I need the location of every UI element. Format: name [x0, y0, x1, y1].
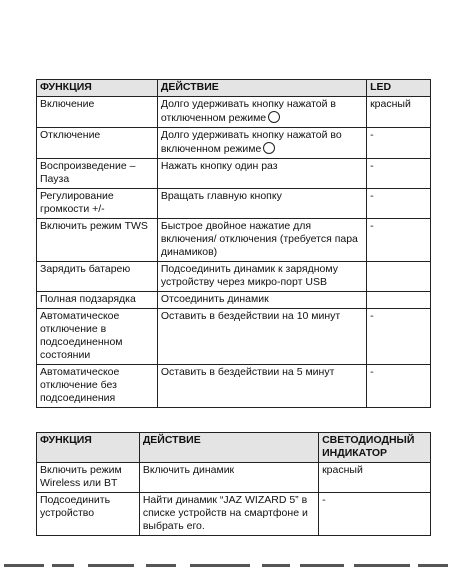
table-row: [37, 365, 431, 408]
function-cell: Воспроизведение – Пауза: [37, 159, 158, 189]
function-cell: Полная подзарядка: [37, 292, 158, 309]
led-cell: [367, 292, 431, 309]
action-cell: Оставить в бездействии на 10 минут: [157, 309, 366, 365]
function-cell: Отключение: [37, 128, 158, 159]
table-row: [37, 463, 431, 493]
header-function: ФУНКЦИЯ: [37, 433, 140, 463]
action-cell: Подсоединить динамик к зарядному устройству через микро-порт USB: [157, 262, 366, 292]
action-cell: Включить динамик: [139, 463, 318, 493]
cut-off-text-line: [0, 562, 455, 568]
table-row: [37, 159, 431, 189]
action-cell: Нажать кнопку один раз: [157, 159, 366, 189]
function-cell: Включить режим TWS: [37, 219, 158, 262]
header-function: ФУНКЦИЯ: [37, 80, 158, 97]
header-led: LED: [367, 80, 431, 97]
wireless-table: [36, 432, 431, 536]
action-cell: Быстрое двойное нажатие для включения/ отключения (требуется пара динамиков): [157, 219, 366, 262]
action-cell: Вращать главную кнопку: [157, 189, 366, 219]
function-cell: Автоматическое отключение в подсоединенном состоянии: [37, 309, 158, 365]
function-cell: Автоматическое отключение без подсоединения: [37, 365, 158, 408]
led-cell: -: [367, 189, 431, 219]
action-cell: [157, 128, 366, 159]
table-row: [37, 219, 431, 262]
led-cell: -: [319, 493, 431, 536]
action-cell: Найти динамик “JAZ WIZARD 5” в списке устройств на смартфоне и выбрать его.: [139, 493, 318, 536]
table-row: [37, 493, 431, 536]
function-cell: Зарядить батарею: [37, 262, 158, 292]
led-cell: -: [367, 365, 431, 408]
header-led-indicator: СВЕТОДИОДНЫЙ ИНДИКАТОР: [319, 433, 431, 463]
circle-icon: [263, 142, 275, 154]
led-cell: красный: [367, 97, 431, 128]
function-cell: Регулирование громкости +/-: [37, 189, 158, 219]
table-header-row: [37, 80, 431, 97]
action-cell: Оставить в бездействии на 5 минут: [157, 365, 366, 408]
table-row: [37, 97, 431, 128]
table-row: [37, 262, 431, 292]
header-action: ДЕЙСТВИЕ: [139, 433, 318, 463]
table-row: [37, 292, 431, 309]
functions-table: [36, 79, 431, 408]
led-cell: -: [367, 309, 431, 365]
circle-icon: [268, 111, 280, 123]
function-cell: Подсоединить устройство: [37, 493, 140, 536]
table-row: [37, 128, 431, 159]
led-cell: -: [367, 219, 431, 262]
action-cell: [157, 97, 366, 128]
led-cell: -: [367, 159, 431, 189]
led-cell: [367, 262, 431, 292]
action-cell: Отсоединить динамик: [157, 292, 366, 309]
function-cell: Включить режим Wireless или BT: [37, 463, 140, 493]
action-text: Долго удерживать кнопку нажатой в отключенном режиме: [160, 98, 336, 124]
table-row: [37, 189, 431, 219]
led-cell: красный: [319, 463, 431, 493]
table-row: [37, 309, 431, 365]
header-action: ДЕЙСТВИЕ: [157, 80, 366, 97]
led-cell: -: [367, 128, 431, 159]
table-header-row: [37, 433, 431, 463]
function-cell: Включение: [37, 97, 158, 128]
action-text: Долго удерживать кнопку нажатой во включенном режиме: [160, 129, 342, 155]
